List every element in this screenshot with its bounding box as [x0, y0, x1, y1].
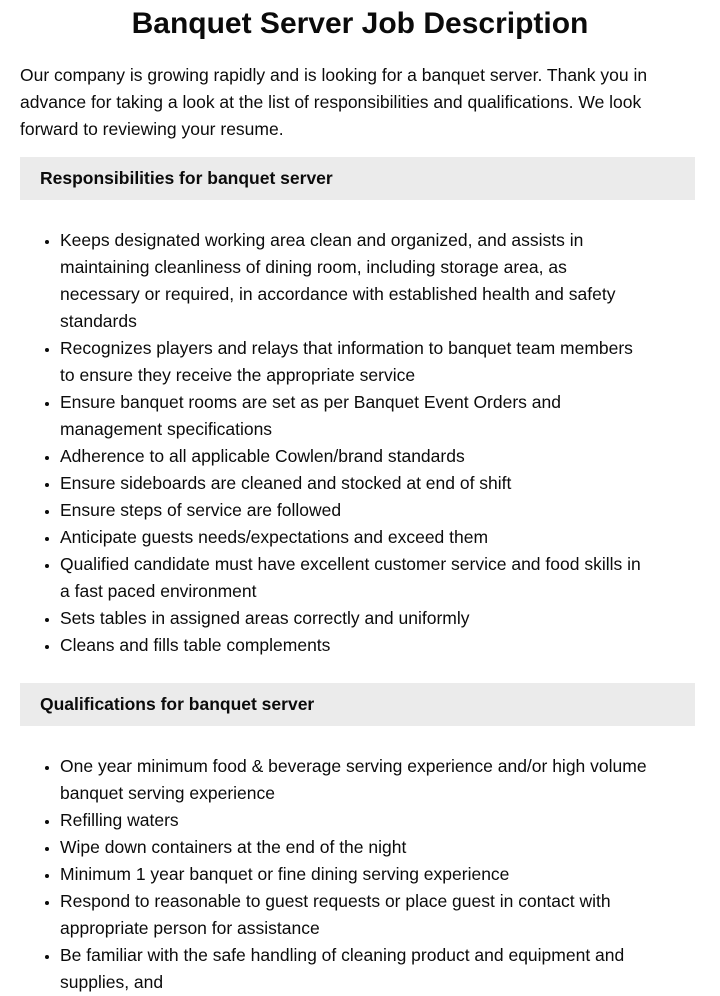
list-item: • One year minimum food & beverage serving experience and/or high volume banquet serving experience — [60, 753, 650, 807]
list-item: • Respond to reasonable to guest requests or place guest in contact with appropriate person for assistance — [60, 888, 650, 942]
section-header-qualifications — [20, 683, 695, 726]
list-item: • Anticipate guests needs/expectations and exceed them — [60, 524, 650, 551]
list-item: • Keeps designated working area clean and organized, and assists in maintaining cleanliness of dining room, including storage area, as necessary or required, in accordance with established health and safety standards — [60, 227, 650, 335]
list-item: • Wipe down containers at the end of the night — [60, 834, 650, 861]
list-item: • Qualified candidate must have excellent customer service and food skills in a fast paced environment — [60, 551, 650, 605]
section-header-responsibilities — [20, 157, 695, 200]
qualifications-list — [20, 726, 700, 996]
list-item: • Ensure banquet rooms are set as per Banquet Event Orders and management specifications — [60, 389, 650, 443]
list-item: • Ensure sideboards are cleaned and stocked at end of shift — [60, 470, 650, 497]
list-item: • Adherence to all applicable Cowlen/brand standards — [60, 443, 650, 470]
list-item: • Minimum 1 year banquet or fine dining serving experience — [60, 861, 650, 888]
list-item: • Sets tables in assigned areas correctly and uniformly — [60, 605, 650, 632]
section-header-qualifications-label: Qualifications for banquet server — [40, 694, 315, 714]
responsibilities-list — [20, 200, 700, 669]
list-item: • Recognizes players and relays that information to banquet team members to ensure they receive the appropriate service — [60, 335, 650, 389]
list-item: • Cleans and fills table complements — [60, 632, 650, 659]
list-item: • Ensure steps of service are followed — [60, 497, 650, 524]
section-header-responsibilities-label: Responsibilities for banquet server — [40, 168, 333, 188]
list-item: • Be familiar with the safe handling of cleaning product and equipment and supplies, and — [60, 942, 650, 996]
list-item: • Refilling waters — [60, 807, 650, 834]
intro-paragraph: Our company is growing rapidly and is looking for a banquet server. Thank you in advance for taking a look at the list of responsibilities and qualifications. We look forward to reviewing your resume. — [20, 65, 648, 139]
page-title: Banquet Server Job Description — [131, 7, 589, 40]
